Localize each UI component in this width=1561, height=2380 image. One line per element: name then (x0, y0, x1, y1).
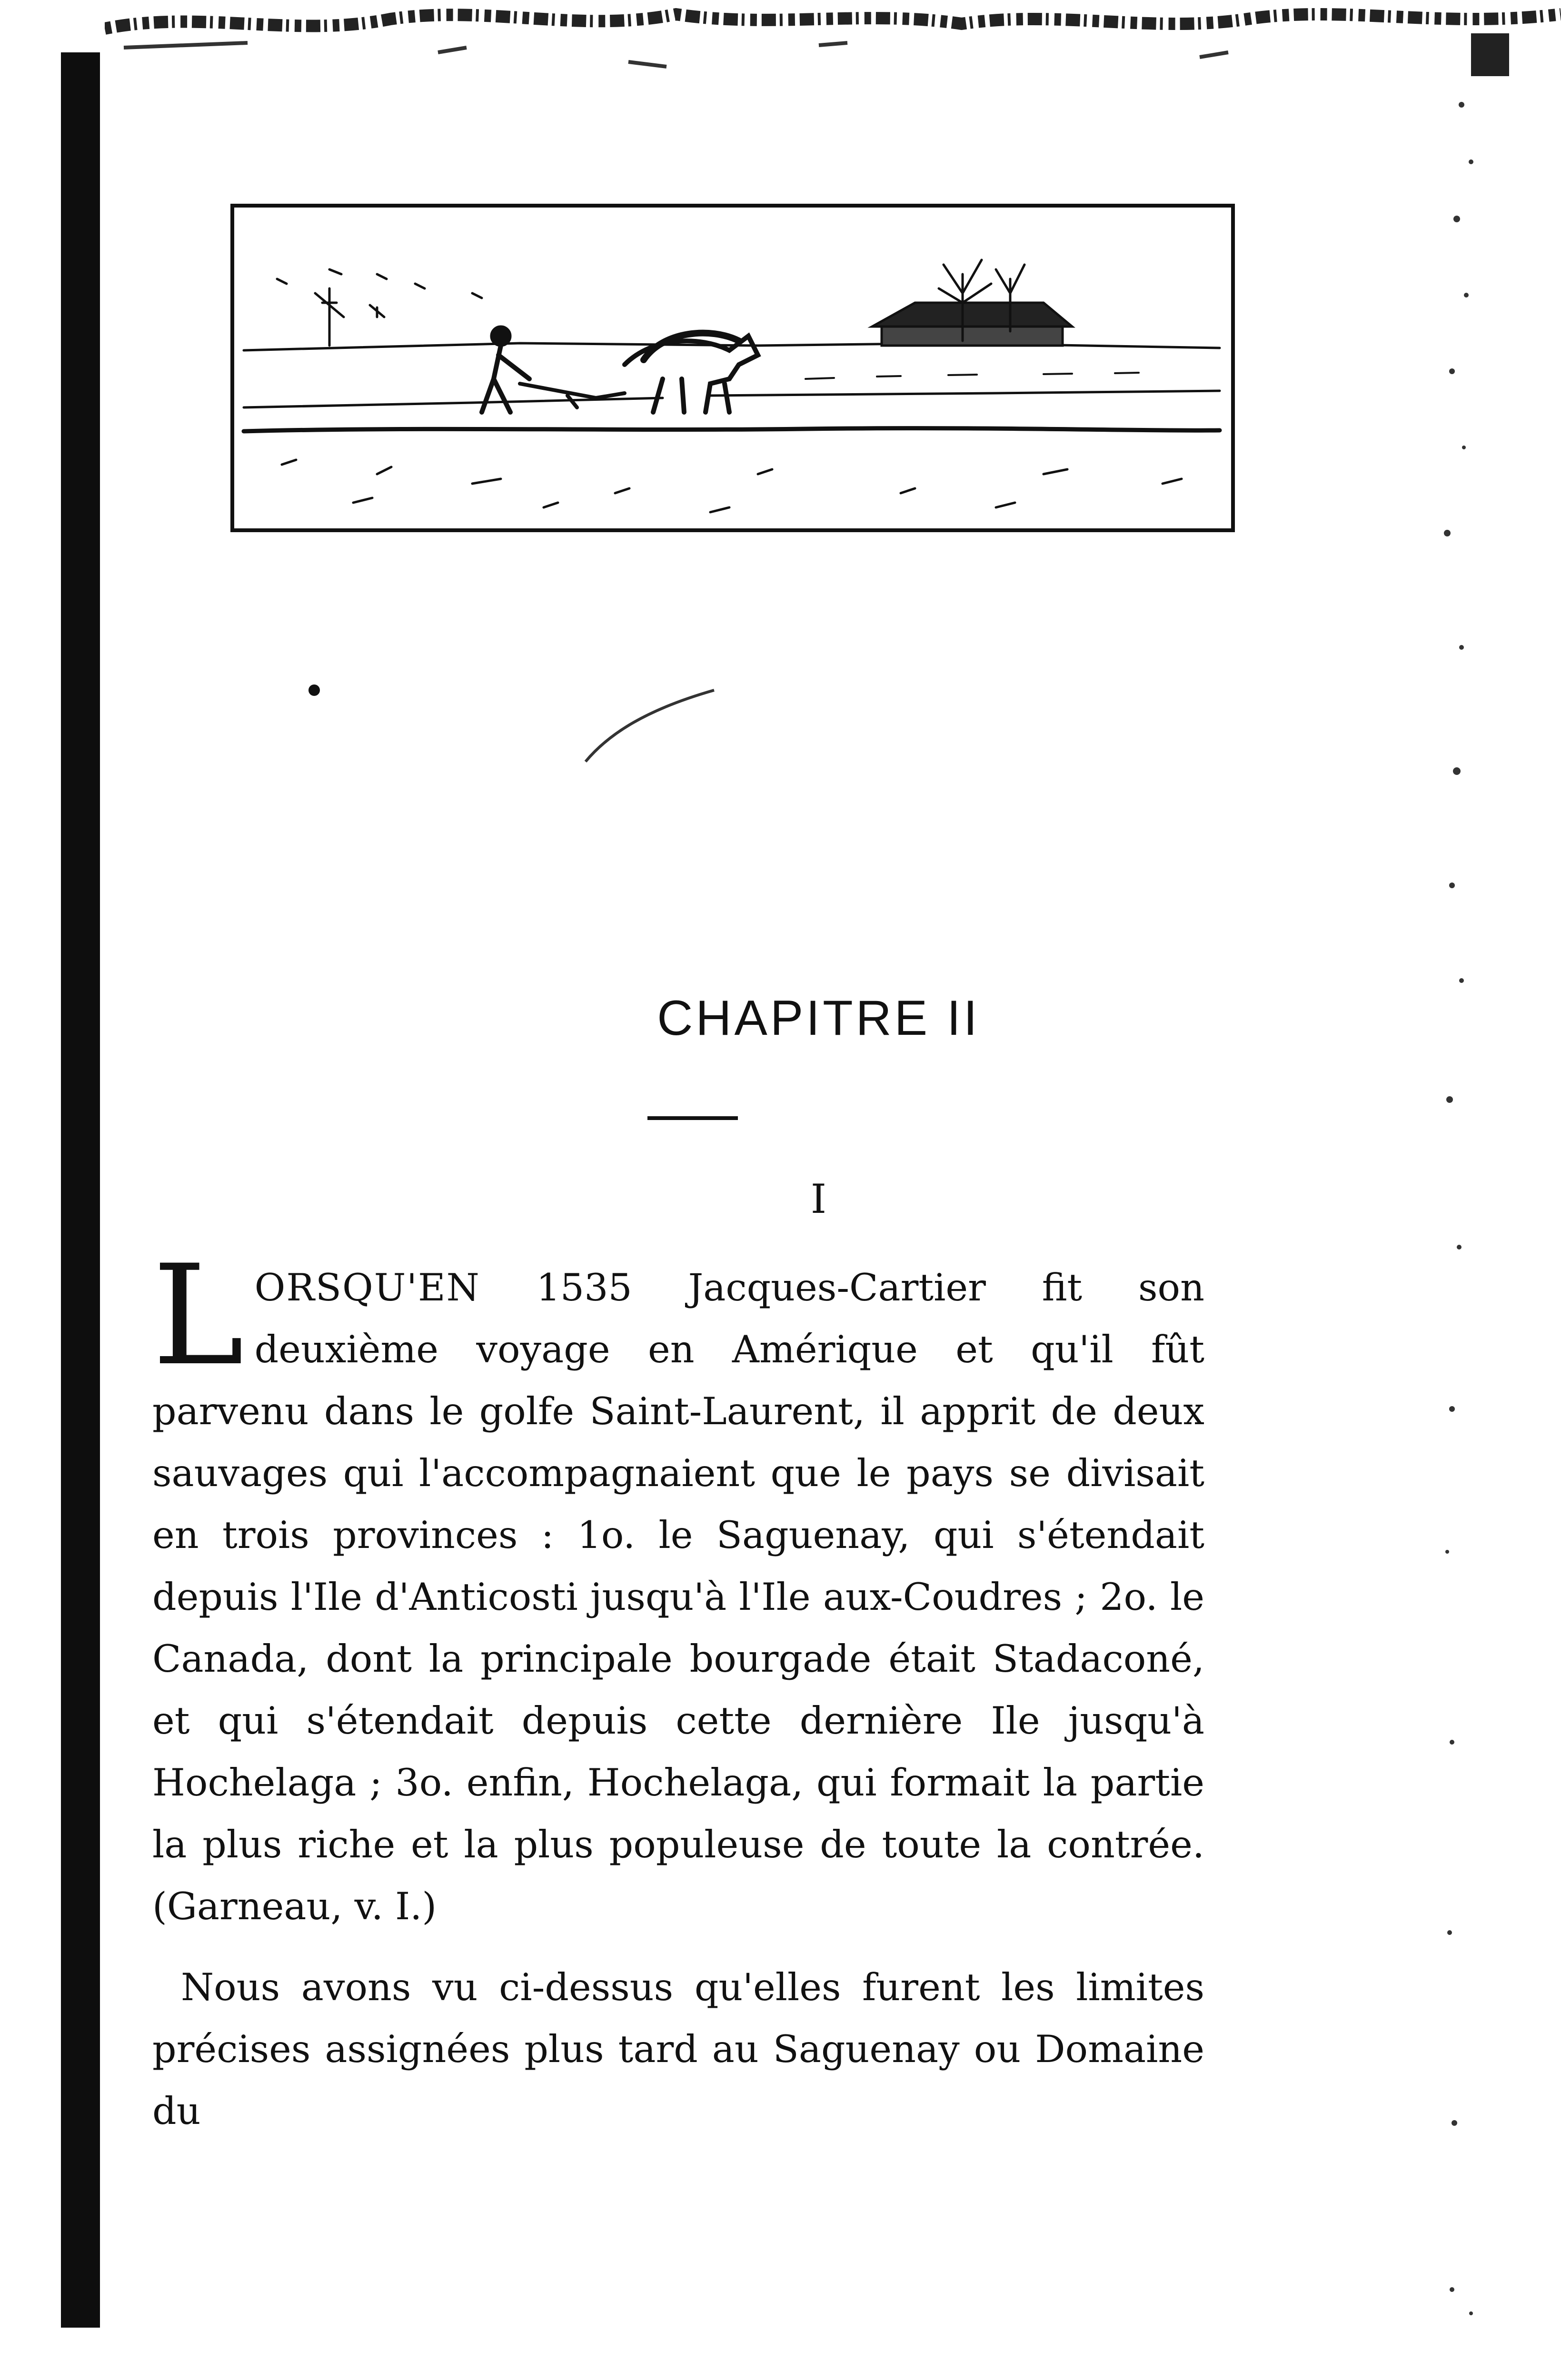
body-text (152, 1236, 1204, 2142)
title-rule (647, 1116, 738, 1120)
section-number: I (810, 1176, 827, 1222)
scan-dot (305, 681, 324, 700)
scan-noise-top (105, 0, 1561, 76)
chapter-title: CHAPITRE II (657, 991, 980, 1046)
ploughing-illustration (230, 204, 1235, 532)
drop-cap: L (152, 1236, 244, 1396)
paragraph-1 (152, 1236, 1204, 1937)
paragraph-2: Nous avons vu ci-dessus qu'elles furent les limites précises assignées plus tard au Saguenay ou Domaine du (152, 1965, 1204, 2133)
scan-smudge (581, 676, 724, 771)
paragraph-1-text: 1535 Jacques-Cartier fit son deuxième voyage en Amérique et qu'il fût parvenu dans le golfe Saint-Laurent, il apprit de deux sauvages qui l'accompagnaient que le pays se divisait en trois provinces : 1o. le Saguenay, qui s'étendait depuis l'Ile d'Anticosti jusqu'à l'Ile aux-Coudres ; 2o. le Canada, dont la principale bourgade était Stadaconé, et qui s'étendait depuis cette dernière Ile jusqu'à Hochelaga ; 3o. enfin, Hochelaga, qui formait la partie la plus riche et la plus populeuse de toute la contrée. (Garneau, v. I.) (152, 1266, 1204, 1928)
lead-word: ORSQU'EN (254, 1266, 480, 1309)
scan-noise-right (1442, 76, 1561, 2380)
